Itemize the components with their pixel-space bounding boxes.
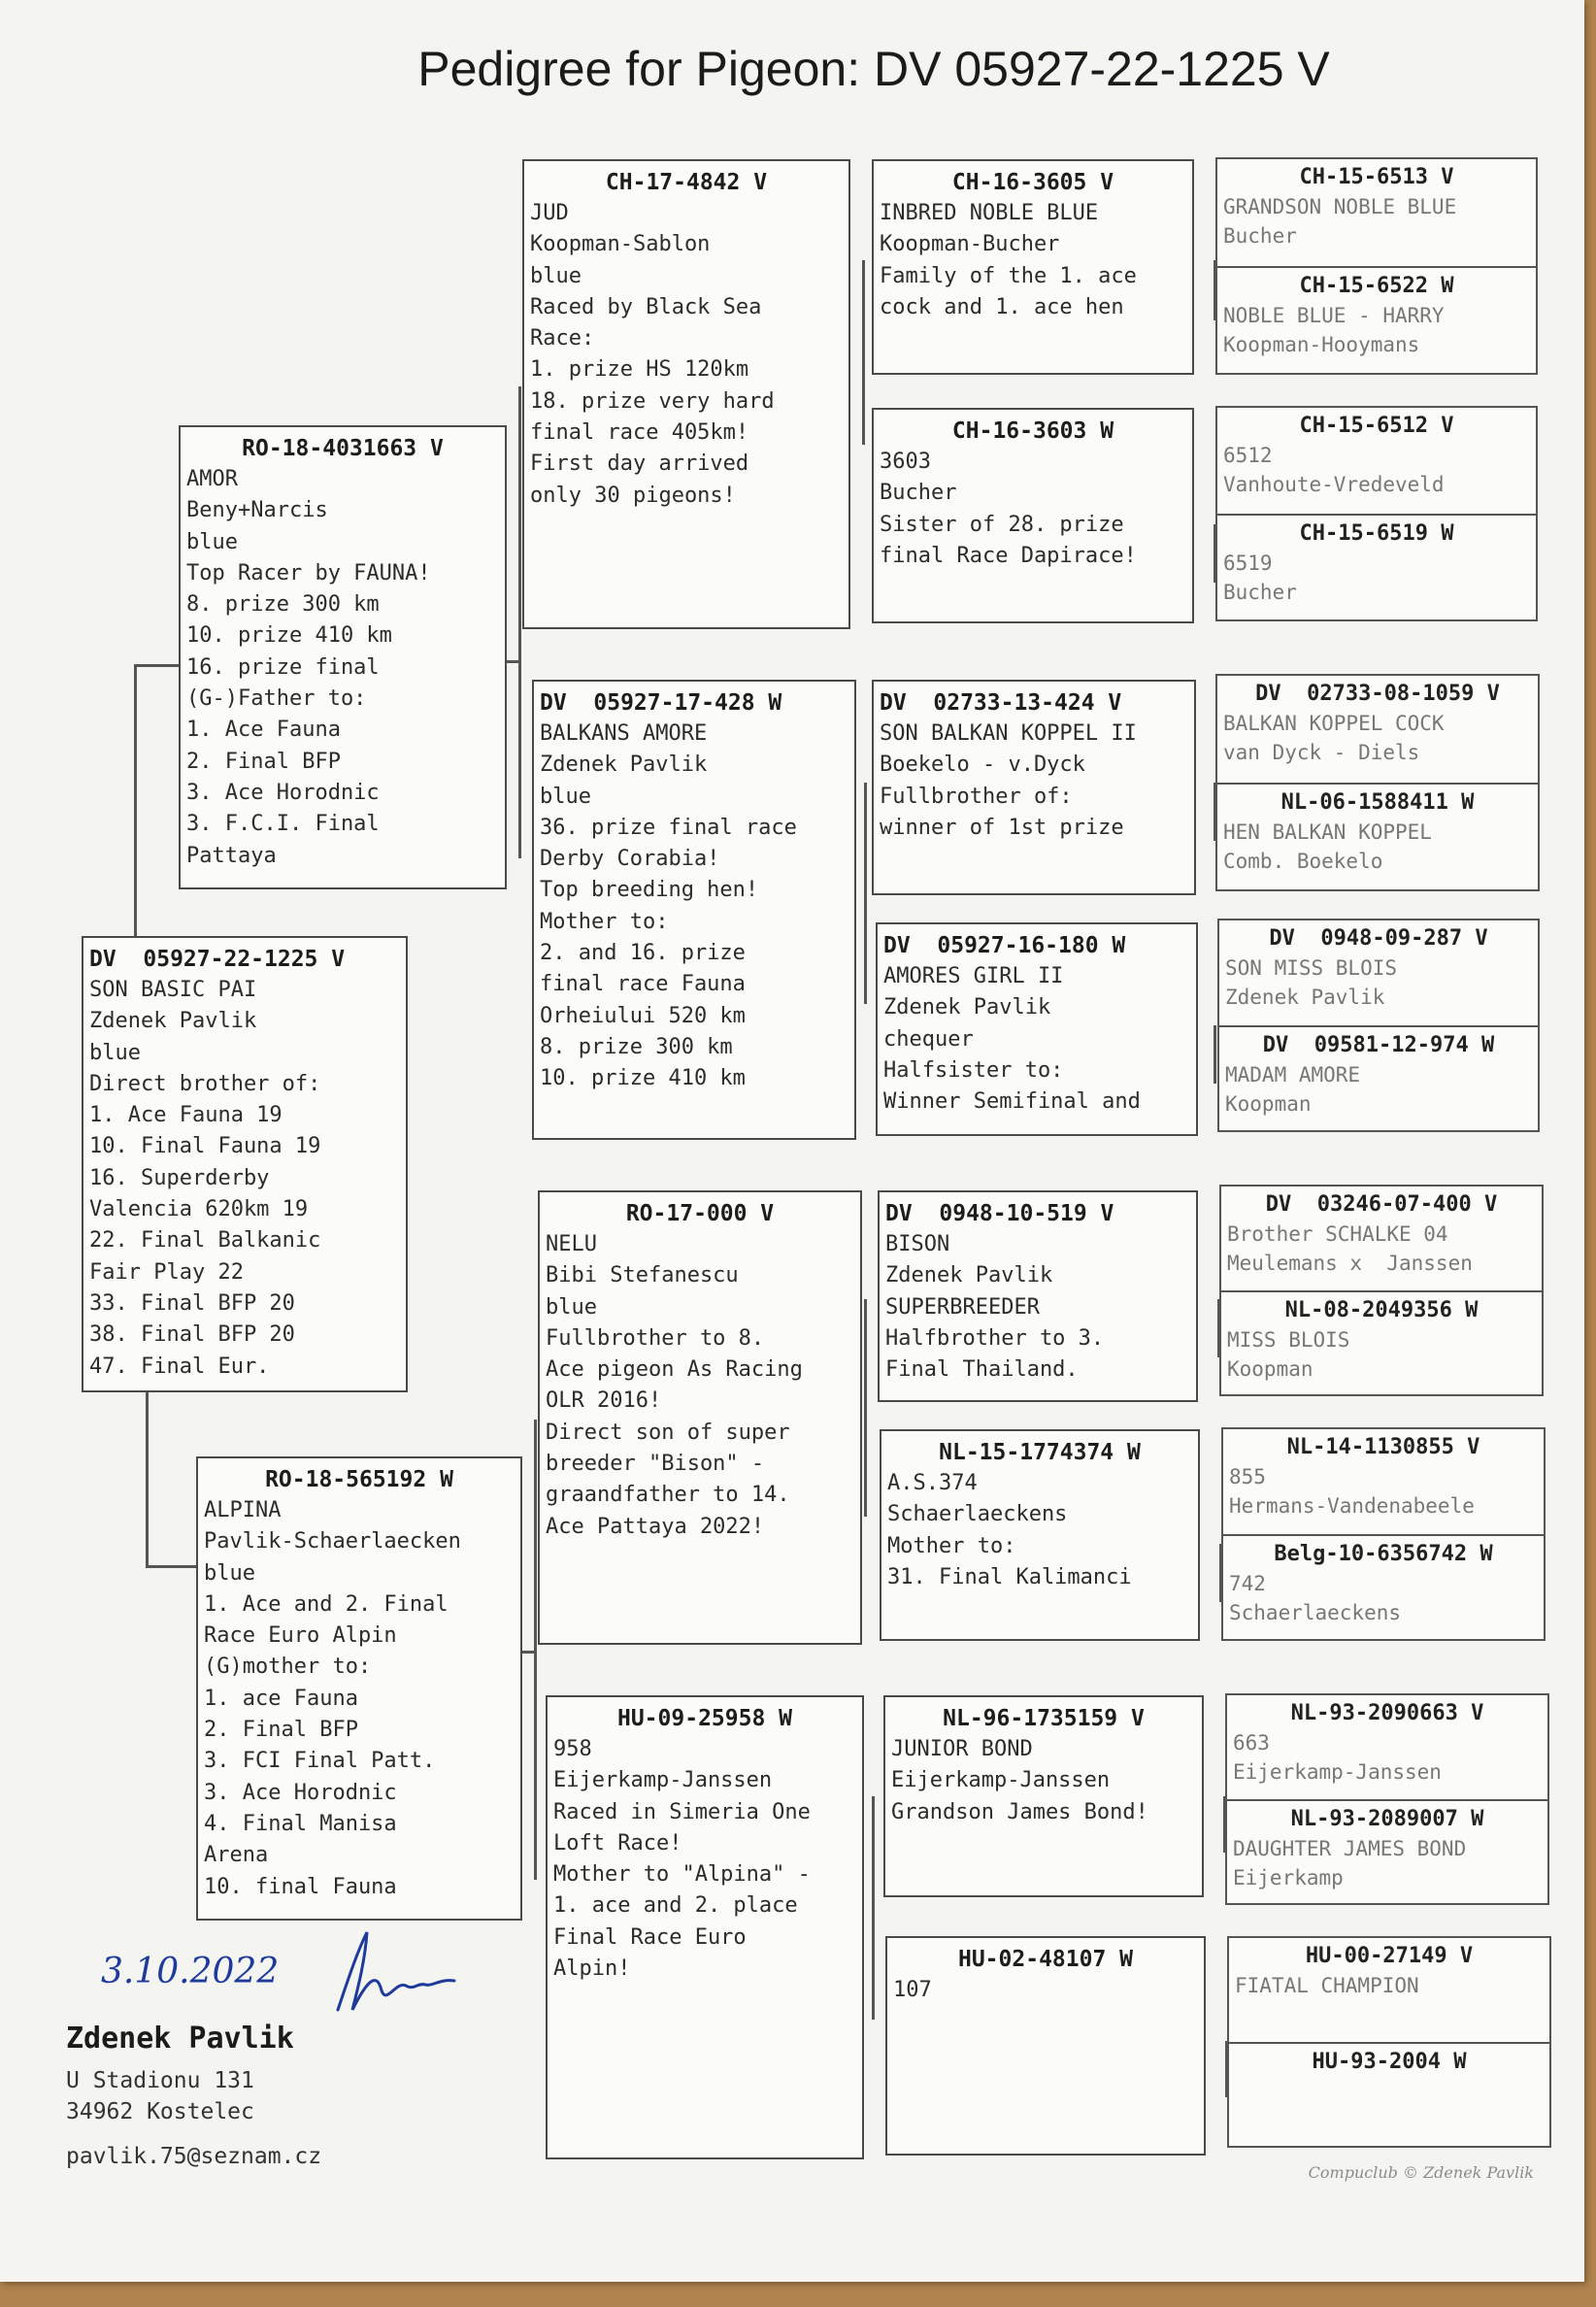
info-line: Grandson James Bond! <box>891 1799 1148 1824</box>
info-line: Valencia 620km 19 <box>89 1197 309 1222</box>
info-line: Fair Play 22 <box>89 1259 244 1285</box>
ring-number: DV 05927-17-428 W <box>540 690 782 716</box>
info-line: 3603 <box>880 450 931 474</box>
info-line: graandfather to 14. <box>546 1483 790 1508</box>
ring-number: DV 05927-16-180 W <box>883 933 1126 958</box>
info-line: 6519 <box>1223 552 1273 575</box>
info-line: BALKANS AMORE <box>540 721 708 746</box>
info-line: Koopman <box>1225 1092 1312 1116</box>
connector-line <box>534 1420 537 1880</box>
owner-city: 34962 Kostelec <box>66 2099 254 2124</box>
info-line: Hermans-Vandenabeele <box>1229 1494 1475 1518</box>
info-line: 10. Final Fauna 19 <box>89 1134 321 1159</box>
ring-number: DV 03246-07-400 V <box>1265 1192 1498 1217</box>
grandfather-maternal-card <box>538 1190 862 1645</box>
ring-number: DV 05927-22-1225 V <box>89 947 346 972</box>
footer-credit: Compuclub © Zdenek Pavlik <box>1308 2163 1534 2182</box>
info-line: 742 <box>1229 1572 1266 1595</box>
great-grandparent-card <box>876 922 1198 1136</box>
great-grandparent-card <box>872 680 1196 895</box>
info-line: JUNIOR BOND <box>891 1737 1033 1761</box>
info-line: Zdenek Pavlik <box>540 752 708 778</box>
info-line: Top Racer by FAUNA! <box>186 560 431 585</box>
info-line: Bucher <box>1223 224 1297 248</box>
info-line: Bucher <box>1223 581 1297 604</box>
info-line: Ace Pattaya 2022! <box>546 1514 765 1539</box>
ring-number: DV 09581-12-974 W <box>1262 1033 1495 1057</box>
info-line: Family of the 1. ace <box>880 263 1137 288</box>
info-line: Eijerkamp-Janssen <box>553 1768 773 1793</box>
info-line: 38. Final BFP 20 <box>89 1322 295 1348</box>
info-line: A.S.374 <box>887 1471 978 1495</box>
ancestor-pair-card <box>1215 406 1538 621</box>
ancestor-pair-card <box>1227 1936 1551 2148</box>
info-line: Meulemans x Janssen <box>1227 1252 1473 1275</box>
info-line: Direct son of super <box>546 1420 790 1445</box>
ring-number: RO-18-4031663 V <box>242 436 444 461</box>
ring-number: HU-00-27149 V <box>1305 1944 1474 1968</box>
info-line: Zdenek Pavlik <box>885 1263 1053 1288</box>
info-line: NELU <box>546 1232 597 1256</box>
ring-number: RO-18-565192 W <box>265 1467 453 1492</box>
connector-line <box>520 1651 537 1654</box>
connector-line <box>146 1387 149 1565</box>
ring-number: NL-15-1774374 W <box>939 1440 1141 1465</box>
info-line: 3. Ace Horodnic <box>186 780 380 805</box>
info-line: OLR 2016! <box>546 1388 662 1414</box>
info-line: 16. Superderby <box>89 1165 270 1190</box>
ring-number: DV 0948-09-287 V <box>1269 926 1488 951</box>
ring-number: CH-15-6512 V <box>1299 414 1454 438</box>
info-line: Halfsister to: <box>883 1057 1064 1083</box>
info-line: 663 <box>1233 1731 1270 1755</box>
info-line: Koopman-Bucher <box>880 232 1060 257</box>
info-line: 18. prize very hard <box>530 388 775 414</box>
ring-number: RO-17-000 V <box>625 1201 775 1226</box>
great-grandparent-card <box>885 1936 1206 2156</box>
info-line: winner of 1st prize <box>880 815 1124 840</box>
connector-line <box>518 386 521 858</box>
ring-number: CH-15-6513 V <box>1299 165 1454 189</box>
page-title: Pedigree for Pigeon: DV 05927-22-1225 V <box>417 42 1330 96</box>
connector-line <box>146 1565 196 1568</box>
info-line: Boekelo - v.Dyck <box>880 752 1085 778</box>
ring-number: NL-93-2089007 W <box>1290 1807 1484 1831</box>
info-line: blue <box>89 1040 141 1065</box>
info-line: final race Fauna <box>540 972 746 997</box>
info-line: MADAM AMORE <box>1225 1063 1361 1087</box>
info-line: DAUGHTER JAMES BOND <box>1233 1837 1467 1860</box>
ancestor-pair-card <box>1215 674 1540 891</box>
ring-number: DV 02733-08-1059 V <box>1255 682 1500 706</box>
info-line: blue <box>186 529 238 554</box>
info-line: Comb. Boekelo <box>1223 850 1383 873</box>
info-line: SON BALKAN KOPPEL II <box>880 721 1137 746</box>
info-line: Eijerkamp-Janssen <box>891 1768 1111 1793</box>
info-line: Zdenek Pavlik <box>89 1009 257 1034</box>
info-line: 2. and 16. prize <box>540 941 746 966</box>
info-line: 107 <box>893 1978 932 2002</box>
info-line: JUD <box>530 201 569 225</box>
ring-number: HU-02-48107 W <box>957 1947 1133 1972</box>
info-line: NOBLE BLUE - HARRY <box>1223 304 1445 327</box>
info-line: Ace pigeon As Racing <box>546 1357 803 1383</box>
ring-number: NL-14-1130855 V <box>1286 1435 1480 1459</box>
info-line: SUPERBREEDER <box>885 1294 1040 1320</box>
info-line: 10. final Fauna <box>204 1874 397 1899</box>
ancestor-pair-card <box>1225 1693 1549 1905</box>
info-line: Beny+Narcis <box>186 498 328 523</box>
connector-line <box>872 1796 875 2020</box>
info-line: (G)mother to: <box>204 1655 372 1680</box>
info-line: 2. Final BFP <box>204 1718 358 1743</box>
info-line: van Dyck - Diels <box>1223 741 1420 764</box>
subject-pigeon-card <box>82 936 408 1392</box>
info-line: Raced by Black Sea <box>530 294 762 319</box>
info-line: 855 <box>1229 1465 1266 1488</box>
info-line: 2. Final BFP <box>186 749 341 774</box>
info-line: First day arrived <box>530 451 749 477</box>
info-line: Bucher <box>880 481 957 506</box>
ring-number: NL-96-1735159 V <box>943 1706 1145 1731</box>
info-line: BISON <box>885 1232 950 1256</box>
info-line: BALKAN KOPPEL COCK <box>1223 712 1445 735</box>
info-line: 1. Ace and 2. Final <box>204 1591 449 1617</box>
info-line: SON BASIC PAI <box>89 978 257 1002</box>
ring-number: CH-17-4842 V <box>605 170 768 195</box>
connector-line <box>864 783 867 1004</box>
info-line: 1. ace and 2. place <box>553 1893 798 1919</box>
info-line: only 30 pigeons! <box>530 483 736 508</box>
info-line: Winner Semifinal and <box>883 1089 1141 1115</box>
info-line: 16. prize final <box>186 654 380 680</box>
info-line: 4. Final Manisa <box>204 1811 397 1836</box>
info-line: Arena <box>204 1843 269 1868</box>
mother-pigeon-card <box>196 1456 522 1921</box>
info-line: breeder "Bison" - <box>546 1452 765 1477</box>
info-line: Vanhoute-Vredeveld <box>1223 473 1445 496</box>
info-line: Schaerlaeckens <box>1229 1601 1402 1624</box>
info-line: Eijerkamp <box>1233 1866 1344 1889</box>
info-line: Zdenek Pavlik <box>1225 986 1385 1009</box>
handwritten-signature <box>309 1922 483 2020</box>
info-line: Orheiului 520 km <box>540 1003 746 1028</box>
connector-line <box>1214 1025 1216 1084</box>
info-line: 6512 <box>1223 444 1273 467</box>
info-line: blue <box>530 263 582 288</box>
ring-number: CH-16-3603 W <box>951 418 1114 444</box>
great-grandparent-card <box>872 408 1194 623</box>
info-line: 1. Ace Fauna 19 <box>89 1103 283 1128</box>
grandfather-paternal-card <box>522 159 850 629</box>
connector-line <box>864 1299 867 1517</box>
info-line: 3. Ace Horodnic <box>204 1780 397 1805</box>
ancestor-pair-card <box>1215 157 1538 375</box>
grandmother-maternal-card <box>546 1695 864 2159</box>
info-line: Mother to: <box>540 909 669 934</box>
info-line: Fullbrother of: <box>880 784 1073 809</box>
info-line: AMORES GIRL II <box>883 964 1064 988</box>
owner-email: pavlik.75@seznam.cz <box>66 2144 322 2169</box>
info-line: 31. Final Kalimanci <box>887 1564 1132 1589</box>
info-line: Direct brother of: <box>89 1071 321 1096</box>
info-line: 1. Ace Fauna <box>186 718 341 743</box>
info-line: Schaerlaeckens <box>887 1502 1068 1527</box>
info-line: Koopman-Sablon <box>530 232 711 257</box>
info-line: 10. prize 410 km <box>540 1066 746 1091</box>
ancestor-pair-card <box>1219 1185 1544 1396</box>
info-line: Final Race Euro <box>553 1924 747 1950</box>
info-line: Top breeding hen! <box>540 878 759 903</box>
great-grandparent-card <box>880 1429 1200 1641</box>
ring-number: NL-08-2049356 W <box>1284 1298 1479 1322</box>
ancestor-pair-card <box>1221 1427 1546 1641</box>
info-line: 33. Final BFP 20 <box>89 1290 295 1316</box>
connector-line <box>134 664 179 667</box>
info-line: HEN BALKAN KOPPEL <box>1223 820 1432 844</box>
info-line: MISS BLOIS <box>1227 1328 1350 1352</box>
info-line: 1. ace Fauna <box>204 1686 358 1711</box>
info-line: blue <box>540 784 591 809</box>
info-line: Pattaya <box>186 843 277 868</box>
info-line: blue <box>546 1294 597 1320</box>
info-line: 1. prize HS 120km <box>530 357 749 383</box>
ring-number: CH-16-3605 V <box>951 170 1114 195</box>
ring-number: CH-15-6519 W <box>1299 521 1454 546</box>
info-line: Mother to "Alpina" - <box>553 1862 811 1888</box>
info-line: Alpin! <box>553 1956 631 1982</box>
signature-date: 3.10.2022 <box>101 1952 280 1991</box>
info-line: ALPINA <box>204 1498 282 1522</box>
info-line: AMOR <box>186 467 238 491</box>
owner-name: Zdenek Pavlik <box>66 2022 294 2056</box>
info-line: 958 <box>553 1737 592 1761</box>
great-grandparent-card <box>872 159 1194 375</box>
info-line: Bibi Stefanescu <box>546 1263 739 1288</box>
info-line: Race Euro Alpin <box>204 1623 397 1649</box>
info-line: 8. prize 300 km <box>186 592 380 618</box>
ring-number: HU-93-2004 W <box>1312 2050 1467 2074</box>
info-line: 8. prize 300 km <box>540 1034 733 1059</box>
info-line: blue <box>204 1560 255 1586</box>
ring-number: HU-09-25958 W <box>616 1706 792 1731</box>
info-line: GRANDSON NOBLE BLUE <box>1223 195 1457 218</box>
info-line: chequer <box>883 1026 974 1052</box>
ring-number: NL-93-2090663 V <box>1290 1701 1484 1725</box>
info-line: final race 405km! <box>530 420 749 446</box>
ring-number: DV 0948-10-519 V <box>885 1201 1114 1226</box>
ring-number: NL-06-1588411 W <box>1280 790 1475 815</box>
info-line: (G-)Father to: <box>186 686 367 712</box>
great-grandparent-card <box>878 1190 1198 1402</box>
info-line: 3. F.C.I. Final <box>186 812 380 837</box>
info-line: FIATAL CHAMPION <box>1235 1974 1419 1997</box>
connector-line <box>507 660 521 663</box>
connector-line <box>134 664 137 936</box>
info-line: Race: <box>530 326 595 351</box>
great-grandparent-card <box>883 1695 1204 1897</box>
info-line: SON MISS BLOIS <box>1225 956 1398 980</box>
info-line: Final Thailand. <box>885 1357 1079 1383</box>
info-line: 3. FCI Final Patt. <box>204 1749 436 1774</box>
info-line: 22. Final Balkanic <box>89 1228 321 1254</box>
info-line: Koopman-Hooymans <box>1223 333 1420 356</box>
info-line: Eijerkamp-Janssen <box>1233 1760 1442 1784</box>
connector-line <box>862 260 865 445</box>
info-line: Pavlik-Schaerlaecken <box>204 1529 461 1555</box>
info-line: Sister of 28. prize <box>880 512 1124 537</box>
grandmother-paternal-card <box>532 680 856 1140</box>
ring-number: Belg-10-6356742 W <box>1274 1542 1493 1566</box>
info-line: Zdenek Pavlik <box>883 995 1051 1020</box>
father-pigeon-card <box>179 425 507 889</box>
info-line: Mother to: <box>887 1533 1016 1558</box>
info-line: Raced in Simeria One <box>553 1799 811 1824</box>
info-line: final Race Dapirace! <box>880 543 1137 568</box>
info-line: Loft Race! <box>553 1830 682 1856</box>
info-line: 47. Final Eur. <box>89 1354 270 1379</box>
ancestor-pair-card <box>1217 919 1540 1132</box>
info-line: Derby Corabia! <box>540 847 720 872</box>
ring-number: DV 02733-13-424 V <box>880 690 1122 716</box>
info-line: Halfbrother to 3. <box>885 1325 1105 1351</box>
info-line: INBRED NOBLE BLUE <box>880 201 1099 225</box>
info-line: Koopman <box>1227 1357 1313 1381</box>
info-line: Fullbrother to 8. <box>546 1325 765 1351</box>
info-line: 10. prize 410 km <box>186 623 392 649</box>
ring-number: CH-15-6522 W <box>1299 274 1454 298</box>
info-line: Brother SCHALKE 04 <box>1227 1222 1448 1246</box>
owner-street: U Stadionu 131 <box>66 2068 254 2093</box>
info-line: 36. prize final race <box>540 815 797 840</box>
info-line: cock and 1. ace hen <box>880 294 1124 319</box>
